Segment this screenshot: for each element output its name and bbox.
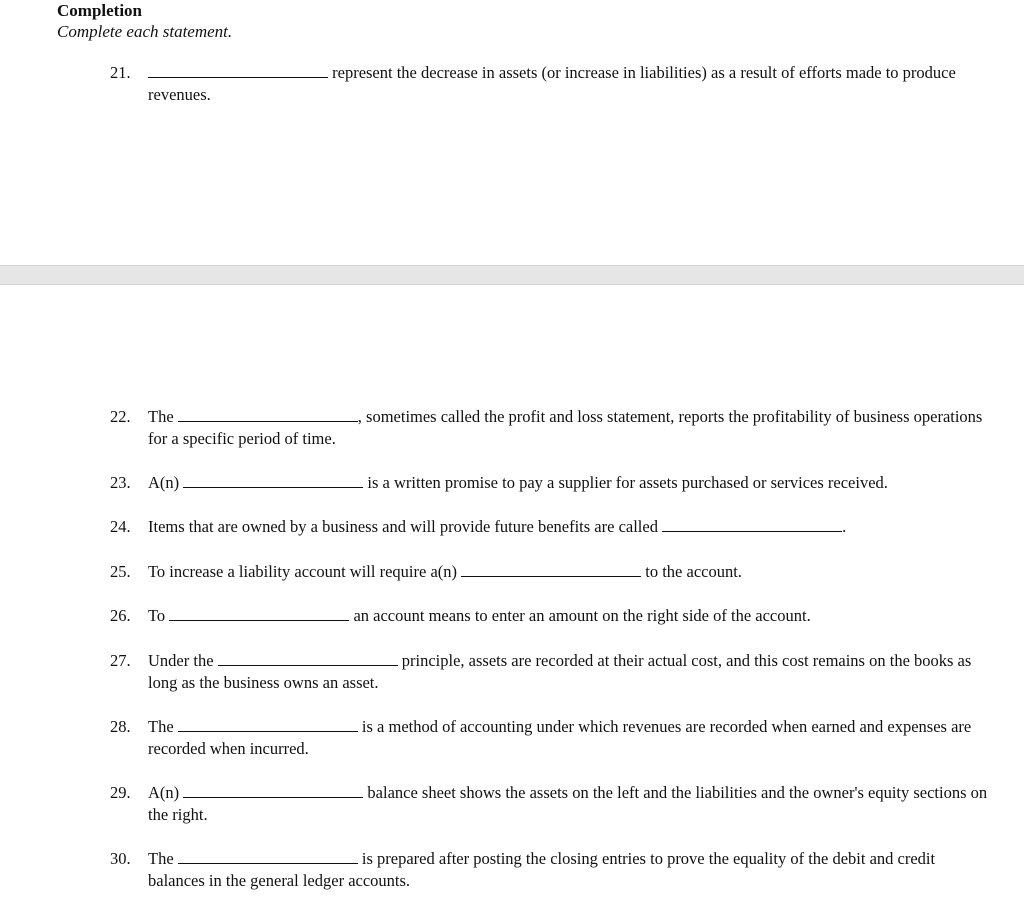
question-number: 27. [110, 651, 131, 670]
answer-blank-26[interactable] [169, 606, 349, 621]
question-number: 25. [110, 562, 131, 581]
question-25: 25. To increase a liability account will require a(n) to the account. [110, 562, 742, 581]
answer-blank-21[interactable] [148, 63, 328, 78]
answer-blank-24[interactable] [662, 517, 842, 532]
question-24: 24. Items that are owned by a business and will provide future benefits are called . [110, 517, 847, 536]
question-number: 30. [110, 849, 131, 868]
question-22: 22. The , sometimes called the profit and loss statement, reports the profitability of business operations for a specific period of time. [110, 407, 983, 448]
answer-blank-25[interactable] [461, 562, 641, 577]
question-29: 29. A(n) balance sheet shows the assets on the left and the liabilities and the owner's equity sections on the right. [110, 783, 988, 824]
question-number: 26. [110, 606, 131, 625]
answer-blank-28[interactable] [178, 717, 358, 732]
section-title: Completion [57, 1, 142, 20]
answer-blank-29[interactable] [183, 783, 363, 798]
question-number: 28. [110, 717, 131, 736]
answer-blank-27[interactable] [218, 651, 398, 666]
page-divider [0, 265, 1024, 285]
question-number: 29. [110, 783, 131, 802]
answer-blank-30[interactable] [178, 849, 358, 864]
section-instructions: Complete each statement. [57, 22, 233, 41]
question-27: 27. Under the principle, assets are recorded at their actual cost, and this cost remains on the books as long as the business owns an asset. [110, 651, 972, 692]
question-26: 26. To an account means to enter an amount on the right side of the account. [110, 606, 811, 625]
question-30: 30. The is prepared after posting the closing entries to prove the equality of the debit and credit balances in the general ledger accounts. [110, 849, 936, 890]
question-number: 21. [110, 63, 131, 82]
question-number: 23. [110, 473, 131, 492]
question-number: 22. [110, 407, 131, 426]
question-28: 28. The is a method of accounting under which revenues are recorded when earned and expenses are recorded when incurred. [110, 717, 972, 758]
question-23: 23. A(n) is a written promise to pay a supplier for assets purchased or services received. [110, 473, 888, 492]
answer-blank-22[interactable] [178, 407, 358, 422]
question-number: 24. [110, 517, 131, 536]
answer-blank-23[interactable] [183, 473, 363, 488]
question-21: 21. represent the decrease in assets (or increase in liabilities) as a result of efforts made to produce revenues. [110, 63, 956, 104]
